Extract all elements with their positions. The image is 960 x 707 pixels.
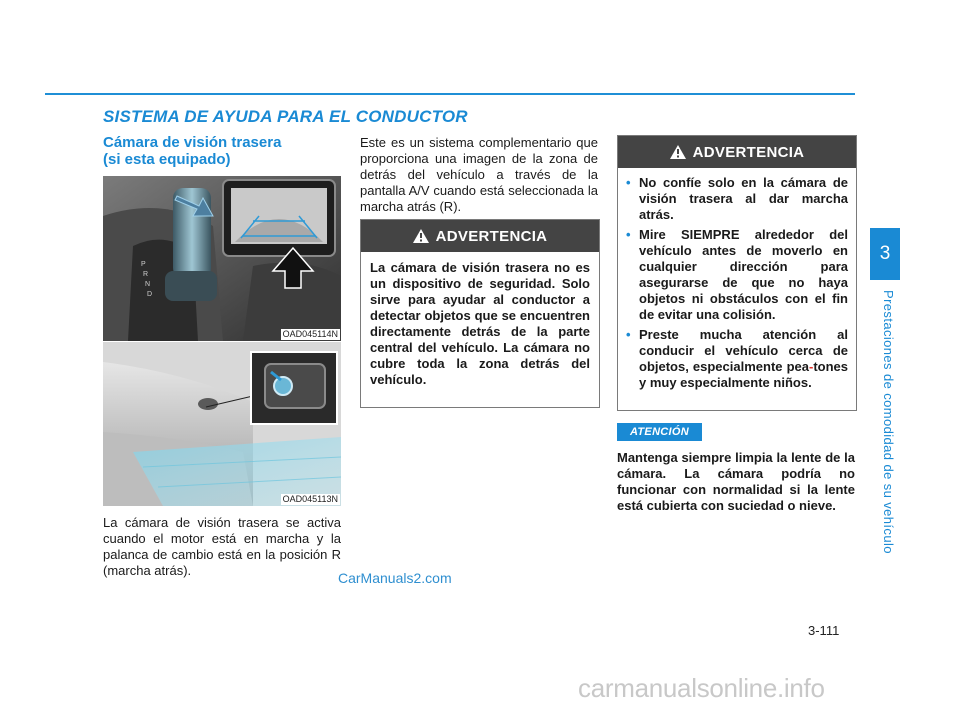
- gear-shift-photo: [103, 176, 341, 341]
- warning-header: [361, 220, 599, 252]
- top-rule: [45, 93, 855, 95]
- system-description-paragraph: Este es un sistema complementario que proporciona una imagen de la zona de detrás del vehículo a través de la pantalla A/V cuando está seleccionada la marcha atrás (R).: [360, 135, 598, 214]
- notice-label: ATENCIÓN: [617, 423, 702, 441]
- warning-title: ADVERTENCIA: [435, 227, 548, 245]
- bottom-watermark: carmanualsonline.info: [578, 673, 825, 703]
- svg-text:P: P: [141, 261, 146, 268]
- subtitle-line-1: Cámara de visión trasera: [103, 134, 282, 151]
- bullet-icon: •: [626, 327, 631, 342]
- warning-list-item: • Preste mucha atención al conducir el vehículo cerca de objetos, especialmente pea-tones y muy especialmente niños.: [626, 327, 848, 390]
- section-title: SISTEMA DE AYUDA PARA EL CONDUCTOR: [103, 107, 468, 126]
- warning-header: [618, 136, 856, 168]
- svg-text:R: R: [143, 271, 149, 278]
- warning-list-item: • Mire SIEMPRE alrededor del vehículo antes de moverlo en cualquier dirección para asegurarse de que no haya objetos ni obstáculos con el fin de evitar una colisión.: [626, 227, 848, 322]
- warning-triangle-icon: [413, 229, 429, 243]
- subtitle-line-2: (si esta equipado): [103, 151, 231, 168]
- svg-text:D: D: [147, 291, 153, 298]
- warning-text: La cámara de visión trasera no es un dispositivo de seguridad. Solo sirve para ayudar al conductor a detectar objetos que se encuentren directamente detrás de la parte central del vehículo. La cámara no cubre toda la zona detrás del vehículo.: [370, 260, 590, 387]
- warning-box-right: [617, 135, 857, 411]
- svg-text:N: N: [145, 281, 151, 288]
- rear-camera-illustration: [103, 342, 341, 506]
- warning-title: ADVERTENCIA: [692, 143, 805, 161]
- hyphen-mark: -: [808, 359, 814, 374]
- warning-box-middle: [360, 219, 600, 408]
- bullet-icon: •: [626, 175, 631, 190]
- watermark-link[interactable]: CarManuals2.com: [338, 570, 452, 586]
- photo-code-1: OAD045114N: [282, 329, 338, 339]
- gear-shift-illustration: [103, 176, 341, 341]
- subsection-title: [103, 134, 343, 168]
- warning-list-item: • No confíe solo en la cámara de visión trasera al dar marcha atrás.: [626, 175, 848, 222]
- warning-list: [618, 168, 856, 391]
- warning-triangle-icon: [670, 145, 686, 159]
- photo-code-2: OAD045113N: [282, 494, 338, 504]
- chapter-title: Prestaciones de comodidad de su vehículo: [881, 290, 896, 554]
- bullet-icon: •: [626, 227, 631, 242]
- chapter-tab: 3: [870, 228, 900, 280]
- page-number: 3-111: [808, 623, 840, 638]
- intro-paragraph: La cámara de visión trasera se activa cuando el motor está en marcha y la palanca de cambio está en la posición R (marcha atrás).: [103, 515, 341, 578]
- notice-paragraph: Mantenga siempre limpia la lente de la cámara. La cámara podría no funcionar con normalidad si la lente está cubierta con suciedad o nieve.: [617, 450, 855, 513]
- rear-camera-photo: [103, 342, 341, 506]
